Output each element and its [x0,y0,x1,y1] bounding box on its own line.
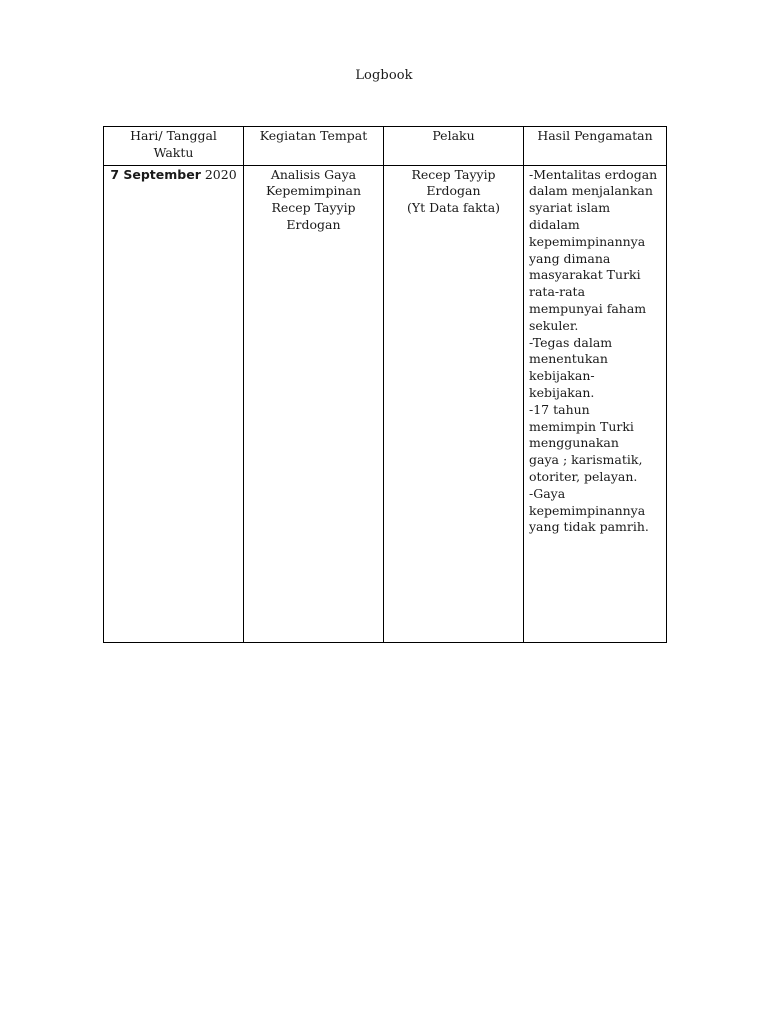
header-hasil-pengamatan-label: Hasil Pengamatan [537,128,653,143]
hasil-line: dalam menjalankan [529,183,653,199]
pelaku-line: Recep Tayyip [411,166,496,182]
logbook-table [103,126,667,643]
header-waktu: Waktu [153,144,194,160]
hasil-line: yang tidak pamrih. [529,519,649,535]
header-kegiatan-tempat [244,127,384,166]
cell-pelaku [384,165,524,642]
hasil-line: kebijakan. [529,384,595,400]
table-header-row [104,127,667,166]
hasil-line: mempunyai faham [529,300,647,316]
hasil-line: sekuler. [529,317,579,333]
header-hasil-pengamatan [524,127,667,166]
document-title: Logbook [355,68,413,83]
pelaku-line: Erdogan [426,183,481,199]
hasil-line: kepemimpinannya [529,502,646,518]
hasil-line: menggunakan [529,435,619,451]
kegiatan-line: Analisis Gaya [270,166,357,182]
kegiatan-line: Recep Tayyip [271,200,356,216]
hasil-line: kebijakan- [529,368,595,384]
hasil-line: -Gaya [529,485,566,501]
date-day-month: 7 September [110,166,201,182]
hasil-line: -Mentalitas erdogan [529,166,658,182]
pelaku-line: (Yt Data fakta) [406,200,501,216]
hasil-line: memimpin Turki [529,418,634,434]
kegiatan-line: Kepemimpinan [265,183,362,199]
cell-hasil-pengamatan [524,165,667,642]
hasil-line: -17 tahun [529,401,590,417]
cell-date [104,165,244,642]
hasil-line: syariat islam [529,200,611,216]
header-hari-tanggal: Hari/ Tanggal [130,128,217,143]
hasil-line: masyarakat Turki [529,267,641,283]
header-pelaku-label: Pelaku [432,128,475,143]
hasil-line: yang dimana [529,250,611,266]
hasil-line: didalam [529,216,580,232]
hasil-line: gaya ; karismatik, [529,452,643,468]
hasil-line: kepemimpinannya [529,233,646,249]
header-pelaku [384,127,524,166]
table-row [104,165,667,642]
hasil-line: otoriter, pelayan. [529,468,638,484]
cell-kegiatan [244,165,384,642]
header-kegiatan-tempat-label: Kegiatan Tempat [259,128,368,143]
header-hari-tanggal-waktu [104,127,244,166]
hasil-line: rata-rata [529,284,586,300]
hasil-line: -Tegas dalam [529,334,613,350]
kegiatan-line: Erdogan [286,216,341,232]
date-year: 2020 [204,166,237,182]
hasil-line: menentukan [529,351,608,367]
